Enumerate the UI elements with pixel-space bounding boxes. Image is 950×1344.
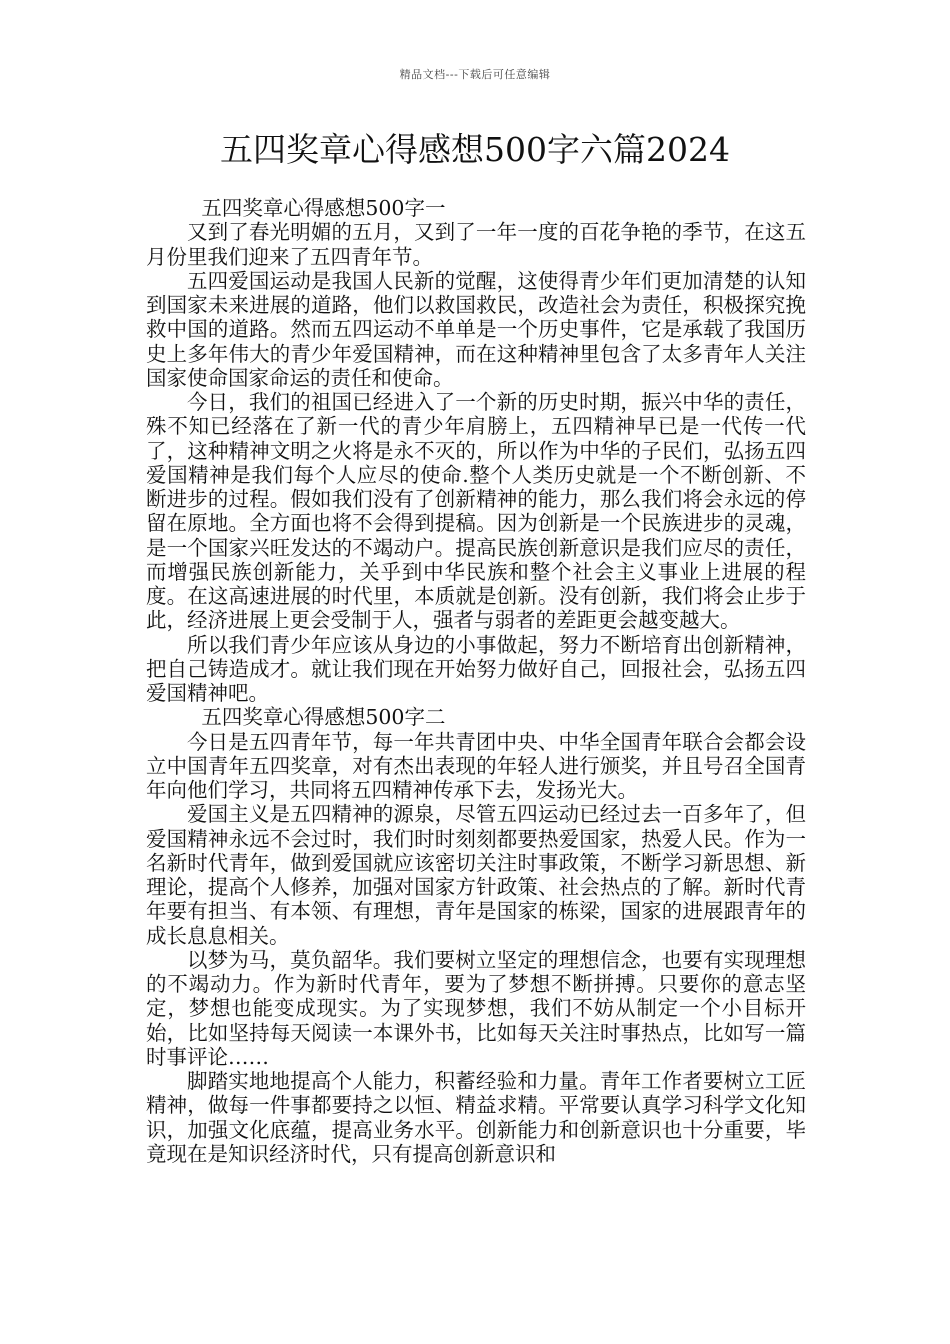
body-paragraph: 五四爱国运动是我国人民新的觉醒，这使得青少年们更加清楚的认知到国家未来进展的道路，他们以救国救民，改造社会为责任，积极探究挽救中国的道路。然而五四运动不单单是一个历史事件，它是承载了我国历史上多年伟大的青少年爱国精神，而在这种精神里包含了太多青年人关注国家使命国家命运的责任和使命。 <box>146 268 806 390</box>
body-paragraph: 所以我们青少年应该从身边的小事做起，努力不断培育出创新精神，把自己铸造成才。就让我们现在开始努力做好自己，回报社会，弘扬五四爱国精神吧。 <box>146 632 806 705</box>
body-paragraph: 以梦为马，莫负韶华。我们要树立坚定的理想信念，也要有实现理想的不竭动力。作为新时代青年，要为了梦想不断拼搏。只要你的意志坚定，梦想也能变成现实。为了实现梦想，我们不妨从制定一个小目标开始，比如坚持每天阅读一本课外书，比如每天关注时事热点，比如写一篇时事评论…… <box>146 947 806 1069</box>
body-paragraph: 今日，我们的祖国已经进入了一个新的历史时期，振兴中华的责任，殊不知已经落在了新一代的青少年肩膀上，五四精神早已是一代传一代了，这种精神文明之火将是永不灭的，所以作为中华的子民们，弘扬五四爱国精神是我们每个人应尽的使命.整个人类历史就是一个不断创新、不断进步的过程。假如我们没有了创新精神的能力，那么我们将会永远的停留在原地。全方面也将不会得到提稿。因为创新是一个民族进步的灵魂，是一个国家兴旺发达的不竭动户。提高民族创新意识是我们应尽的责任，而增强民族创新能力，关乎到中华民族和整个社会主义事业上进展的程度。在这高速进展的时代里，本质就是创新。没有创新，我们将会止步于此，经济进展上更会受制于人，强者与弱者的差距更会越变越大。 <box>146 390 806 633</box>
body-paragraph: 今日是五四青年节，每一年共青团中央、中华全国青年联合会都会设立中国青年五四奖章，对有杰出表现的年轻人进行颁奖，并且号召全国青年向他们学习，共同将五四精神传承下去，发扬光大。 <box>146 729 806 802</box>
header-note: 精品文档---下载后可任意编辑 <box>399 68 551 81</box>
section-heading-1: 五四奖章心得感想500字一 <box>201 196 446 220</box>
document-body <box>146 196 806 1166</box>
section-heading-2: 五四奖章心得感想500字二 <box>201 705 446 730</box>
document-title: 五四奖章心得感想500字六篇2024 <box>220 130 730 169</box>
body-paragraph: 又到了春光明媚的五月，又到了一年一度的百花争艳的季节，在这五月份里我们迎来了五四青年节。 <box>146 220 806 269</box>
body-paragraph: 脚踏实地地提高个人能力，积蓄经验和力量。青年工作者要树立工匠精神，做每一件事都要持之以恒、精益求精。平常要认真学习科学文化知识，加强文化底蕴，提高业务水平。创新能力和创新意识也十分重要，毕竟现在是知识经济时代，只有提高创新意识和 <box>146 1069 806 1166</box>
body-paragraph: 爱国主义是五四精神的源泉，尽管五四运动已经过去一百多年了，但爱国精神永远不会过时，我们时时刻刻都要热爱国家，热爱人民。作为一名新时代青年，做到爱国就应该密切关注时事政策，不断学习新思想、新理论，提高个人修养，加强对国家方针政策、社会热点的了解。新时代青年要有担当、有本领、有理想，青年是国家的栋梁，国家的进展跟青年的成长息息相关。 <box>146 802 806 948</box>
